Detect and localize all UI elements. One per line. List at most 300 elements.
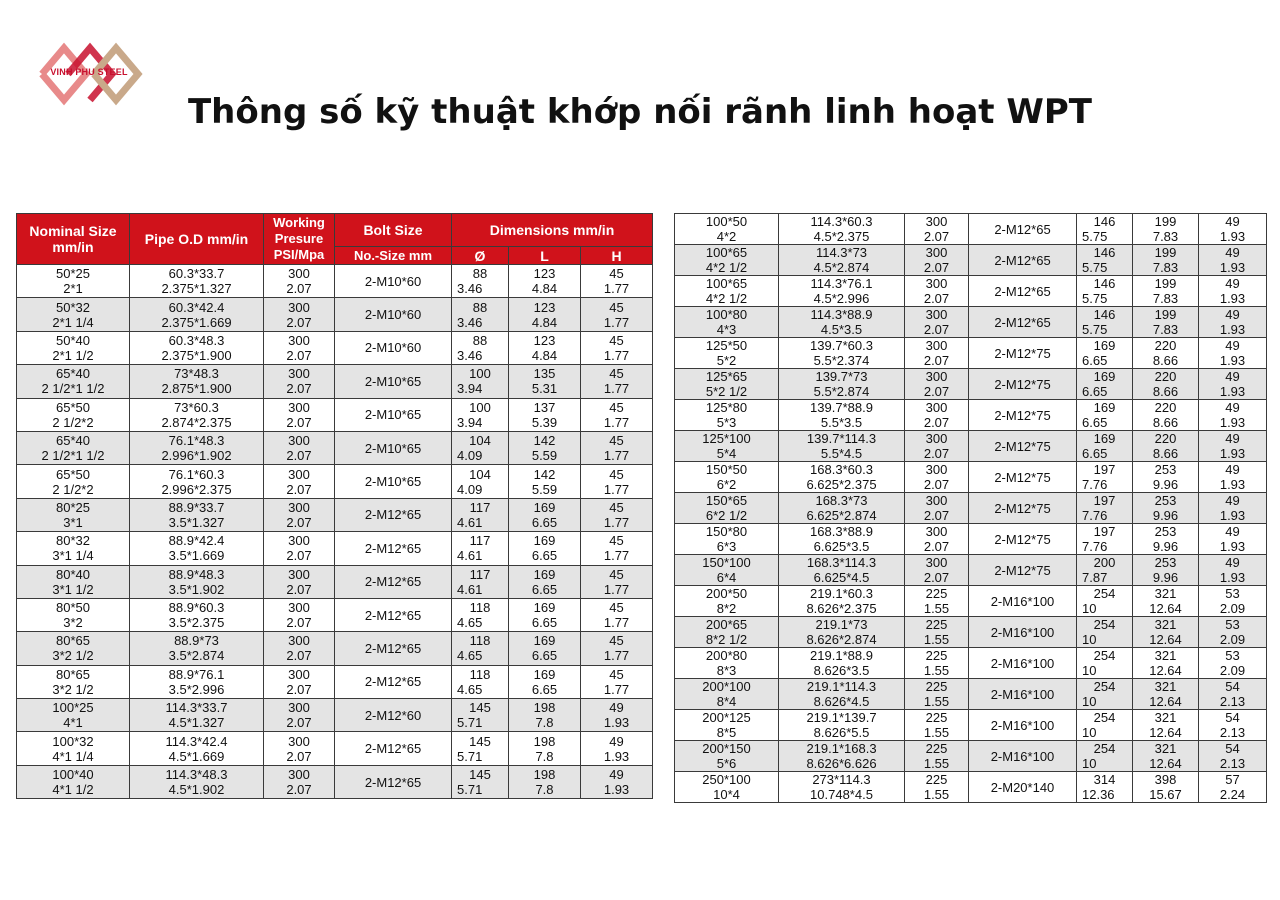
nominal-mm: 100*80 bbox=[705, 307, 748, 322]
pipe-od-in: 5.5*2.374 bbox=[813, 353, 870, 368]
working-pressure-cell bbox=[264, 532, 335, 565]
pipe-od-mm: 219.1*60.3 bbox=[810, 586, 873, 601]
dim-l-cell bbox=[509, 765, 581, 798]
dim-l-in: 7.83 bbox=[1152, 291, 1179, 306]
nominal-size-cell bbox=[675, 772, 779, 803]
pressure-psi: 300 bbox=[288, 299, 310, 315]
nominal-in: 5*4 bbox=[716, 446, 737, 461]
pipe-od-mm: 76.1*60.3 bbox=[168, 466, 225, 482]
pipe-od-mm: 88.9*48.3 bbox=[168, 566, 225, 582]
nominal-in: 8*2 1/2 bbox=[705, 632, 748, 647]
nominal-size-cell bbox=[675, 679, 779, 710]
pipe-od-mm: 139.7*114.3 bbox=[806, 431, 877, 446]
dim-d-cell bbox=[452, 665, 509, 698]
dim-h-in: 1.77 bbox=[603, 548, 630, 564]
dim-l-mm: 321 bbox=[1154, 679, 1177, 694]
dim-d-in: 10 bbox=[1082, 725, 1097, 740]
nominal-size-cell bbox=[675, 741, 779, 772]
dim-d-cell bbox=[452, 398, 509, 431]
header-bolt-no-size: No.-Size mm bbox=[335, 247, 452, 265]
pressure-psi: 300 bbox=[288, 266, 310, 282]
nominal-size-cell bbox=[17, 598, 130, 631]
pipe-od-cell bbox=[779, 493, 905, 524]
pressure-mpa: 2.07 bbox=[286, 748, 312, 764]
dim-d-in: 10 bbox=[1082, 756, 1097, 771]
nominal-size-cell bbox=[17, 498, 130, 531]
dim-d-mm: 254 bbox=[1093, 741, 1116, 756]
dim-l-in: 12.64 bbox=[1149, 663, 1182, 678]
dim-d-mm: 169 bbox=[1093, 400, 1116, 415]
bolt-size-cell: 2-M10*60 bbox=[335, 265, 452, 298]
dim-l-in: 6.65 bbox=[531, 514, 558, 530]
nominal-in: 10*4 bbox=[713, 787, 740, 802]
pressure-mpa: 2.07 bbox=[286, 414, 312, 430]
dim-h-cell bbox=[1199, 462, 1267, 493]
bolt-size-cell: 2-M12*65 bbox=[335, 532, 452, 565]
nominal-size-cell bbox=[17, 532, 130, 565]
bolt-size-cell: 2-M16*100 bbox=[969, 617, 1077, 648]
pressure-psi: 300 bbox=[925, 431, 948, 446]
dim-d-cell bbox=[1077, 369, 1133, 400]
dim-h-cell bbox=[581, 265, 653, 298]
dim-h-mm: 49 bbox=[1225, 369, 1240, 384]
pressure-mpa: 2.07 bbox=[286, 648, 312, 664]
dim-l-in: 7.83 bbox=[1152, 322, 1179, 337]
pressure-psi: 300 bbox=[288, 366, 310, 382]
bolt-size-cell: 2-M10*60 bbox=[335, 298, 452, 331]
nominal-mm: 200*125 bbox=[702, 710, 751, 725]
pressure-psi: 300 bbox=[288, 499, 310, 515]
dim-h-cell bbox=[581, 598, 653, 631]
dim-l-in: 12.64 bbox=[1149, 632, 1182, 647]
working-pressure-cell bbox=[264, 298, 335, 331]
dim-h-mm: 49 bbox=[1225, 555, 1240, 570]
dim-h-in: 1.93 bbox=[1219, 477, 1246, 492]
spec-table-right bbox=[674, 213, 1267, 803]
dim-l-mm: 398 bbox=[1154, 772, 1177, 787]
dim-h-mm: 54 bbox=[1225, 741, 1240, 756]
dim-l-in: 12.64 bbox=[1149, 694, 1182, 709]
dim-h-in: 1.93 bbox=[1219, 539, 1246, 554]
nominal-size-cell bbox=[17, 398, 130, 431]
table-row bbox=[17, 398, 653, 431]
working-pressure-cell bbox=[905, 741, 969, 772]
dim-h-cell bbox=[581, 565, 653, 598]
pressure-mpa: 2.07 bbox=[923, 384, 950, 399]
nominal-size-cell bbox=[17, 632, 130, 665]
pipe-od-cell bbox=[779, 772, 905, 803]
table-row bbox=[17, 465, 653, 498]
pressure-psi: 300 bbox=[288, 433, 310, 449]
pressure-mpa: 2.07 bbox=[286, 548, 312, 564]
nominal-mm: 80*40 bbox=[56, 566, 90, 582]
pipe-od-cell bbox=[779, 245, 905, 276]
pressure-psi: 300 bbox=[288, 733, 310, 749]
dim-h-cell bbox=[1199, 338, 1267, 369]
dim-h-mm: 57 bbox=[1225, 772, 1240, 787]
dim-l-cell bbox=[1133, 431, 1199, 462]
nominal-in: 3*1 1/4 bbox=[52, 548, 94, 564]
dim-l-mm: 198 bbox=[533, 767, 556, 783]
pipe-od-in: 6.625*2.375 bbox=[806, 477, 877, 492]
dim-l-mm: 321 bbox=[1154, 741, 1177, 756]
dim-h-mm: 49 bbox=[1225, 245, 1240, 260]
pipe-od-in: 5.5*4.5 bbox=[820, 446, 863, 461]
dim-h-in: 1.77 bbox=[603, 615, 630, 631]
dim-l-mm: 169 bbox=[533, 499, 556, 515]
dim-d-mm: 145 bbox=[469, 700, 491, 716]
dim-h-in: 1.93 bbox=[1219, 229, 1246, 244]
dim-d-cell bbox=[1077, 555, 1133, 586]
pressure-psi: 300 bbox=[288, 600, 310, 616]
dim-l-cell bbox=[1133, 772, 1199, 803]
pressure-mpa: 2.07 bbox=[286, 448, 312, 464]
dim-d-mm: 254 bbox=[1093, 648, 1116, 663]
dim-h-in: 1.77 bbox=[603, 381, 630, 397]
table-row bbox=[17, 298, 653, 331]
dim-h-mm: 49 bbox=[609, 733, 624, 749]
dim-h-cell bbox=[1199, 307, 1267, 338]
nominal-in: 8*2 bbox=[716, 601, 737, 616]
dim-d-in: 5.71 bbox=[457, 715, 483, 731]
pipe-od-mm: 88.9*60.3 bbox=[168, 600, 225, 616]
dim-h-mm: 49 bbox=[609, 767, 624, 783]
dim-d-in: 10 bbox=[1082, 694, 1097, 709]
bolt-size-cell: 2-M12*75 bbox=[969, 524, 1077, 555]
table-row bbox=[17, 665, 653, 698]
pipe-od-in: 2.874*2.375 bbox=[161, 414, 232, 430]
table-row bbox=[675, 462, 1267, 493]
nominal-mm: 80*25 bbox=[56, 499, 90, 515]
pressure-psi: 300 bbox=[925, 493, 948, 508]
nominal-in: 4*3 bbox=[716, 322, 737, 337]
nominal-in: 6*4 bbox=[716, 570, 737, 585]
working-pressure-cell bbox=[905, 338, 969, 369]
dim-h-mm: 45 bbox=[609, 266, 624, 282]
dim-h-in: 1.77 bbox=[603, 648, 630, 664]
dim-h-mm: 45 bbox=[609, 499, 624, 515]
dim-h-in: 1.77 bbox=[603, 581, 630, 597]
dim-h-in: 1.93 bbox=[1219, 260, 1246, 275]
dim-d-mm: 88 bbox=[472, 332, 488, 348]
dim-d-in: 7.76 bbox=[1082, 539, 1108, 554]
table-row bbox=[17, 498, 653, 531]
dim-h-in: 1.93 bbox=[1219, 322, 1246, 337]
dim-l-cell bbox=[1133, 679, 1199, 710]
dim-d-mm: 200 bbox=[1093, 555, 1116, 570]
nominal-in: 6*2 bbox=[716, 477, 737, 492]
pipe-od-cell bbox=[130, 598, 264, 631]
nominal-in: 2*1 bbox=[63, 281, 83, 297]
pipe-od-in: 3.5*1.669 bbox=[168, 548, 225, 564]
bolt-size-cell: 2-M12*65 bbox=[335, 765, 452, 798]
dim-d-mm: 118 bbox=[469, 600, 491, 616]
nominal-mm: 80*32 bbox=[56, 533, 90, 549]
nominal-in: 4*2 bbox=[716, 229, 737, 244]
dim-h-in: 1.77 bbox=[603, 481, 630, 497]
dim-d-mm: 146 bbox=[1093, 245, 1116, 260]
dim-h-in: 1.93 bbox=[603, 748, 630, 764]
pressure-mpa: 2.07 bbox=[923, 353, 950, 368]
dim-d-cell bbox=[1077, 338, 1133, 369]
header-dimensions: Dimensions mm/in bbox=[452, 214, 653, 247]
dim-h-cell bbox=[1199, 369, 1267, 400]
nominal-mm: 65*40 bbox=[56, 366, 90, 382]
pressure-psi: 225 bbox=[925, 648, 948, 663]
dim-l-in: 8.66 bbox=[1152, 384, 1179, 399]
dim-h-cell bbox=[1199, 710, 1267, 741]
pressure-psi: 225 bbox=[925, 617, 948, 632]
dim-d-mm: 104 bbox=[469, 433, 491, 449]
dim-l-mm: 137 bbox=[533, 399, 556, 415]
pipe-od-mm: 219.1*168.3 bbox=[806, 741, 877, 756]
dim-d-mm: 254 bbox=[1093, 679, 1116, 694]
pipe-od-mm: 60.3*33.7 bbox=[168, 266, 225, 282]
pipe-od-cell bbox=[130, 532, 264, 565]
pressure-mpa: 2.07 bbox=[286, 314, 312, 330]
dim-d-mm: 197 bbox=[1093, 524, 1116, 539]
dim-h-in: 1.93 bbox=[1219, 415, 1246, 430]
spec-table-left-body bbox=[17, 265, 653, 799]
pipe-od-cell bbox=[130, 632, 264, 665]
nominal-mm: 150*100 bbox=[702, 555, 751, 570]
dim-l-mm: 321 bbox=[1154, 586, 1177, 601]
pressure-mpa: 2.07 bbox=[286, 581, 312, 597]
dim-h-mm: 49 bbox=[1225, 214, 1240, 229]
dim-l-in: 6.65 bbox=[531, 581, 558, 597]
dim-d-in: 3.46 bbox=[457, 347, 483, 363]
dim-d-in: 4.61 bbox=[457, 548, 483, 564]
dim-l-mm: 253 bbox=[1154, 524, 1177, 539]
dim-d-cell bbox=[1077, 245, 1133, 276]
pressure-psi: 300 bbox=[288, 332, 310, 348]
table-row bbox=[17, 265, 653, 298]
dim-d-cell bbox=[452, 365, 509, 398]
dim-l-cell bbox=[509, 665, 581, 698]
pipe-od-in: 8.626*4.5 bbox=[813, 694, 870, 709]
nominal-in: 2 1/2*1 1/2 bbox=[41, 381, 105, 397]
dim-h-in: 1.93 bbox=[1219, 353, 1246, 368]
pipe-od-cell bbox=[779, 617, 905, 648]
table-row bbox=[17, 765, 653, 798]
pressure-mpa: 2.07 bbox=[923, 508, 950, 523]
working-pressure-cell bbox=[905, 493, 969, 524]
dim-d-mm: 197 bbox=[1093, 493, 1116, 508]
dim-d-in: 4.61 bbox=[457, 581, 483, 597]
dim-h-cell bbox=[581, 732, 653, 765]
pipe-od-mm: 114.3*73 bbox=[815, 245, 868, 260]
dim-h-mm: 45 bbox=[609, 633, 624, 649]
pipe-od-in: 3.5*2.874 bbox=[168, 648, 225, 664]
nominal-mm: 80*50 bbox=[56, 600, 90, 616]
dim-h-mm: 54 bbox=[1225, 710, 1240, 725]
dim-l-mm: 135 bbox=[533, 366, 556, 382]
table-row bbox=[17, 632, 653, 665]
dim-d-mm: 254 bbox=[1093, 586, 1116, 601]
bolt-size-cell: 2-M16*100 bbox=[969, 741, 1077, 772]
bolt-size-cell: 2-M12*65 bbox=[335, 498, 452, 531]
nominal-size-cell bbox=[17, 431, 130, 464]
nominal-mm: 150*50 bbox=[705, 462, 748, 477]
dim-l-cell bbox=[1133, 586, 1199, 617]
pressure-mpa: 2.07 bbox=[286, 381, 312, 397]
nominal-mm: 100*40 bbox=[52, 767, 94, 783]
dim-l-cell bbox=[1133, 276, 1199, 307]
working-pressure-cell bbox=[905, 276, 969, 307]
nominal-in: 5*3 bbox=[716, 415, 737, 430]
dim-h-mm: 45 bbox=[609, 466, 624, 482]
dim-l-mm: 169 bbox=[533, 566, 556, 582]
pipe-od-in: 6.625*4.5 bbox=[813, 570, 870, 585]
pipe-od-cell bbox=[130, 765, 264, 798]
working-pressure-cell bbox=[264, 665, 335, 698]
table-row bbox=[17, 699, 653, 732]
nominal-in: 4*1 bbox=[63, 715, 83, 731]
table-row bbox=[675, 710, 1267, 741]
pipe-od-mm: 73*48.3 bbox=[174, 366, 219, 382]
dim-h-in: 1.77 bbox=[603, 514, 630, 530]
nominal-mm: 200*80 bbox=[705, 648, 748, 663]
pipe-od-cell bbox=[130, 565, 264, 598]
nominal-size-cell bbox=[675, 369, 779, 400]
table-row bbox=[675, 679, 1267, 710]
pressure-mpa: 2.07 bbox=[923, 570, 950, 585]
dim-l-in: 5.59 bbox=[531, 448, 558, 464]
table-row bbox=[17, 331, 653, 364]
pressure-psi: 300 bbox=[925, 524, 948, 539]
dim-h-mm: 49 bbox=[1225, 493, 1240, 508]
dim-h-mm: 54 bbox=[1225, 679, 1240, 694]
dim-d-in: 3.46 bbox=[457, 281, 483, 297]
dim-l-mm: 142 bbox=[533, 466, 556, 482]
spec-table-left bbox=[16, 213, 653, 799]
nominal-size-cell bbox=[17, 665, 130, 698]
pressure-psi: 300 bbox=[288, 700, 310, 716]
table-row bbox=[675, 586, 1267, 617]
bolt-size-cell: 2-M10*65 bbox=[335, 398, 452, 431]
dim-h-mm: 45 bbox=[609, 666, 624, 682]
pressure-psi: 300 bbox=[288, 633, 310, 649]
dim-d-cell bbox=[1077, 524, 1133, 555]
nominal-mm: 250*100 bbox=[702, 772, 751, 787]
nominal-size-cell bbox=[17, 765, 130, 798]
pressure-mpa: 2.07 bbox=[286, 514, 312, 530]
nominal-in: 2*1 1/4 bbox=[52, 314, 94, 330]
pipe-od-mm: 60.3*48.3 bbox=[168, 332, 225, 348]
dim-d-mm: 169 bbox=[1093, 431, 1116, 446]
nominal-mm: 50*25 bbox=[56, 266, 90, 282]
dim-l-mm: 253 bbox=[1154, 555, 1177, 570]
table-row bbox=[675, 214, 1267, 245]
bolt-size-cell: 2-M12*75 bbox=[969, 338, 1077, 369]
bolt-size-cell: 2-M16*100 bbox=[969, 648, 1077, 679]
nominal-in: 6*2 1/2 bbox=[705, 508, 748, 523]
dim-l-cell bbox=[509, 498, 581, 531]
pipe-od-cell bbox=[779, 338, 905, 369]
dim-l-mm: 321 bbox=[1154, 710, 1177, 725]
bolt-size-cell: 2-M16*100 bbox=[969, 679, 1077, 710]
dim-h-in: 2.24 bbox=[1219, 787, 1246, 802]
dim-h-cell bbox=[581, 331, 653, 364]
bolt-size-cell: 2-M10*65 bbox=[335, 365, 452, 398]
pipe-od-in: 4.5*1.902 bbox=[168, 782, 225, 798]
table-row bbox=[17, 598, 653, 631]
dim-l-mm: 169 bbox=[533, 600, 556, 616]
pipe-od-in: 4.5*1.327 bbox=[168, 715, 225, 731]
dim-l-cell bbox=[1133, 462, 1199, 493]
working-pressure-cell bbox=[905, 462, 969, 493]
pipe-od-cell bbox=[779, 369, 905, 400]
dim-h-cell bbox=[1199, 586, 1267, 617]
pipe-od-in: 6.625*2.874 bbox=[806, 508, 877, 523]
pipe-od-in: 3.5*2.996 bbox=[168, 681, 225, 697]
bolt-size-cell: 2-M12*65 bbox=[335, 632, 452, 665]
dim-d-mm: 254 bbox=[1093, 710, 1116, 725]
pressure-mpa: 1.55 bbox=[923, 663, 950, 678]
pressure-mpa: 2.07 bbox=[286, 281, 312, 297]
dim-h-cell bbox=[581, 632, 653, 665]
dim-l-cell bbox=[1133, 369, 1199, 400]
dim-h-in: 1.93 bbox=[1219, 384, 1246, 399]
bolt-size-cell: 2-M12*75 bbox=[969, 431, 1077, 462]
pressure-mpa: 2.07 bbox=[286, 347, 312, 363]
dim-d-in: 3.94 bbox=[457, 414, 483, 430]
dim-d-mm: 145 bbox=[469, 733, 491, 749]
dim-l-cell bbox=[1133, 307, 1199, 338]
dim-l-in: 6.65 bbox=[531, 615, 558, 631]
dim-d-in: 5.71 bbox=[457, 748, 483, 764]
dim-l-mm: 198 bbox=[533, 700, 556, 716]
working-pressure-cell bbox=[264, 732, 335, 765]
pipe-od-mm: 139.7*73 bbox=[815, 369, 868, 384]
dim-l-in: 4.84 bbox=[531, 281, 558, 297]
pressure-psi: 225 bbox=[925, 772, 948, 787]
working-pressure-cell bbox=[905, 555, 969, 586]
pipe-od-mm: 168.3*73 bbox=[815, 493, 868, 508]
pressure-mpa: 2.07 bbox=[923, 415, 950, 430]
pipe-od-mm: 88.9*42.4 bbox=[168, 533, 225, 549]
nominal-mm: 125*80 bbox=[705, 400, 748, 415]
brand-name: VINH PHU STEEL bbox=[50, 67, 128, 77]
dim-h-cell bbox=[1199, 679, 1267, 710]
pipe-od-in: 4.5*1.669 bbox=[168, 748, 225, 764]
dim-l-in: 9.96 bbox=[1152, 570, 1179, 585]
table-row bbox=[17, 431, 653, 464]
dim-d-cell bbox=[1077, 710, 1133, 741]
dim-l-cell bbox=[509, 565, 581, 598]
dim-l-mm: 123 bbox=[533, 266, 556, 282]
table-row bbox=[675, 772, 1267, 803]
dim-d-mm: 117 bbox=[469, 533, 491, 549]
pipe-od-mm: 273*114.3 bbox=[812, 772, 871, 787]
dim-d-mm: 118 bbox=[469, 633, 491, 649]
header-dim-d: Ø bbox=[452, 247, 509, 265]
nominal-mm: 65*50 bbox=[56, 466, 90, 482]
dim-d-cell bbox=[452, 598, 509, 631]
pipe-od-mm: 168.3*88.9 bbox=[810, 524, 873, 539]
dim-d-mm: 145 bbox=[469, 767, 491, 783]
working-pressure-cell bbox=[264, 498, 335, 531]
nominal-size-cell bbox=[17, 465, 130, 498]
dim-l-in: 7.8 bbox=[535, 782, 554, 798]
dim-h-cell bbox=[581, 665, 653, 698]
dim-d-in: 5.75 bbox=[1082, 260, 1108, 275]
header-bolt-size: Bolt Size bbox=[335, 214, 452, 247]
pipe-od-in: 2.996*1.902 bbox=[161, 448, 232, 464]
dim-d-cell bbox=[1077, 307, 1133, 338]
nominal-in: 5*2 1/2 bbox=[705, 384, 748, 399]
nominal-size-cell bbox=[675, 462, 779, 493]
